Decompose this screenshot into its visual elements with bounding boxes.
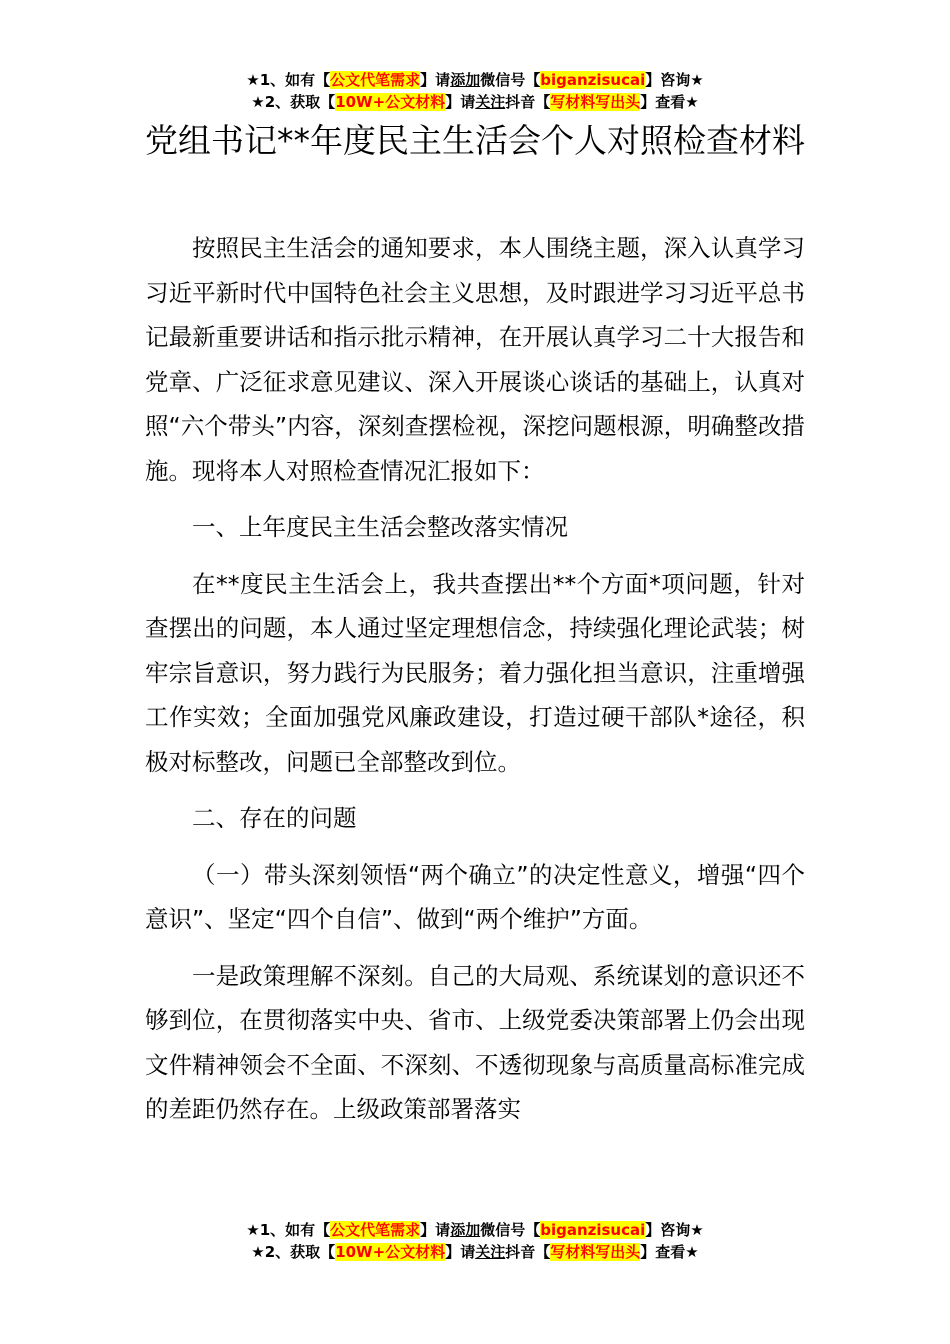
banner-text: 】查看★ <box>640 93 699 111</box>
paragraph: 一是政策理解不深刻。自己的大局观、系统谋划的意识还不够到位，在贯彻落实中央、省市、上级党委决策部署上仍会出现文件精神领会不全面、不深刻、不透彻现象与高质量高标准完成的差距仍然存在。上级政策部署落实 <box>145 961 805 1123</box>
banner-underline: 关注 <box>475 1243 506 1261</box>
section-heading: 二、存在的问题 <box>192 804 357 832</box>
banner-highlight: 公文代笔需求 <box>330 1221 421 1239</box>
banner-text: ★2、获取【 <box>251 93 336 111</box>
bottom-banner <box>0 1219 950 1263</box>
banner-text: 抖音【 <box>505 1243 551 1261</box>
banner-highlight: 10W+公文材料 <box>335 93 446 111</box>
paragraph: 在**度民主生活会上，我共查摆出**个方面*项问题，针对查摆出的问题，本人通过坚定理想信念，持续强化理论武装；树牢宗旨意识，努力践行为民服务；着力强化担当意识，注重增强工作实效；全面加强党风廉政建设，打造过硬干部队*途径，积极对标整改，问题已全部整改到位。 <box>145 569 805 776</box>
banner-text: 抖音【 <box>505 93 551 111</box>
banner-highlight: 公文代笔需求 <box>330 71 421 89</box>
banner-line-1 <box>0 69 950 91</box>
banner-highlight: 10W+公文材料 <box>335 1243 446 1261</box>
section-heading: 一、上年度民主生活会整改落实情况 <box>192 513 568 541</box>
banner-highlight: biganzisucai <box>540 71 646 89</box>
banner-line-2 <box>0 91 950 113</box>
document-body <box>145 226 805 1132</box>
banner-underline: 关注 <box>475 93 506 111</box>
banner-text: ★1、如有【 <box>246 1221 331 1239</box>
banner-text: 微信号【 <box>480 1221 541 1239</box>
page-title: 党组书记**年度民主生活会个人对照检查材料 <box>145 121 805 160</box>
banner-text: 】请 <box>445 1243 476 1261</box>
banner-highlight: biganzisucai <box>540 1221 646 1239</box>
banner-text: 】请 <box>420 1221 451 1239</box>
top-banner <box>0 69 950 113</box>
banner-text: 微信号【 <box>480 71 541 89</box>
sub-heading: （一）带头深刻领悟“两个确立”的决定性意义，增强“四个意识”、坚定“四个自信”、做到“两个维护”方面。 <box>145 860 805 933</box>
banner-text: ★1、如有【 <box>246 71 331 89</box>
banner-underline: 添加 <box>450 71 481 89</box>
banner-text: 】咨询★ <box>645 71 704 89</box>
banner-text: ★2、获取【 <box>251 1243 336 1261</box>
banner-underline: 添加 <box>450 1221 481 1239</box>
banner-text: 】查看★ <box>640 1243 699 1261</box>
banner-highlight: 写材料写出头 <box>550 93 641 111</box>
banner-line-2 <box>0 1241 950 1263</box>
banner-text: 】咨询★ <box>645 1221 704 1239</box>
banner-text: 】请 <box>420 71 451 89</box>
banner-text: 】请 <box>445 93 476 111</box>
banner-highlight: 写材料写出头 <box>550 1243 641 1261</box>
banner-line-1 <box>0 1219 950 1241</box>
paragraph: 按照民主生活会的通知要求，本人围绕主题，深入认真学习习近平新时代中国特色社会主义思想，及时跟进学习习近平总书记最新重要讲话和指示批示精神，在开展认真学习二十大报告和党章、广泛征求意见建议、深入开展谈心谈话的基础上，认真对照“六个带头”内容，深刻查摆检视，深挖问题根源，明确整改措施。现将本人对照检查情况汇报如下： <box>145 234 805 485</box>
